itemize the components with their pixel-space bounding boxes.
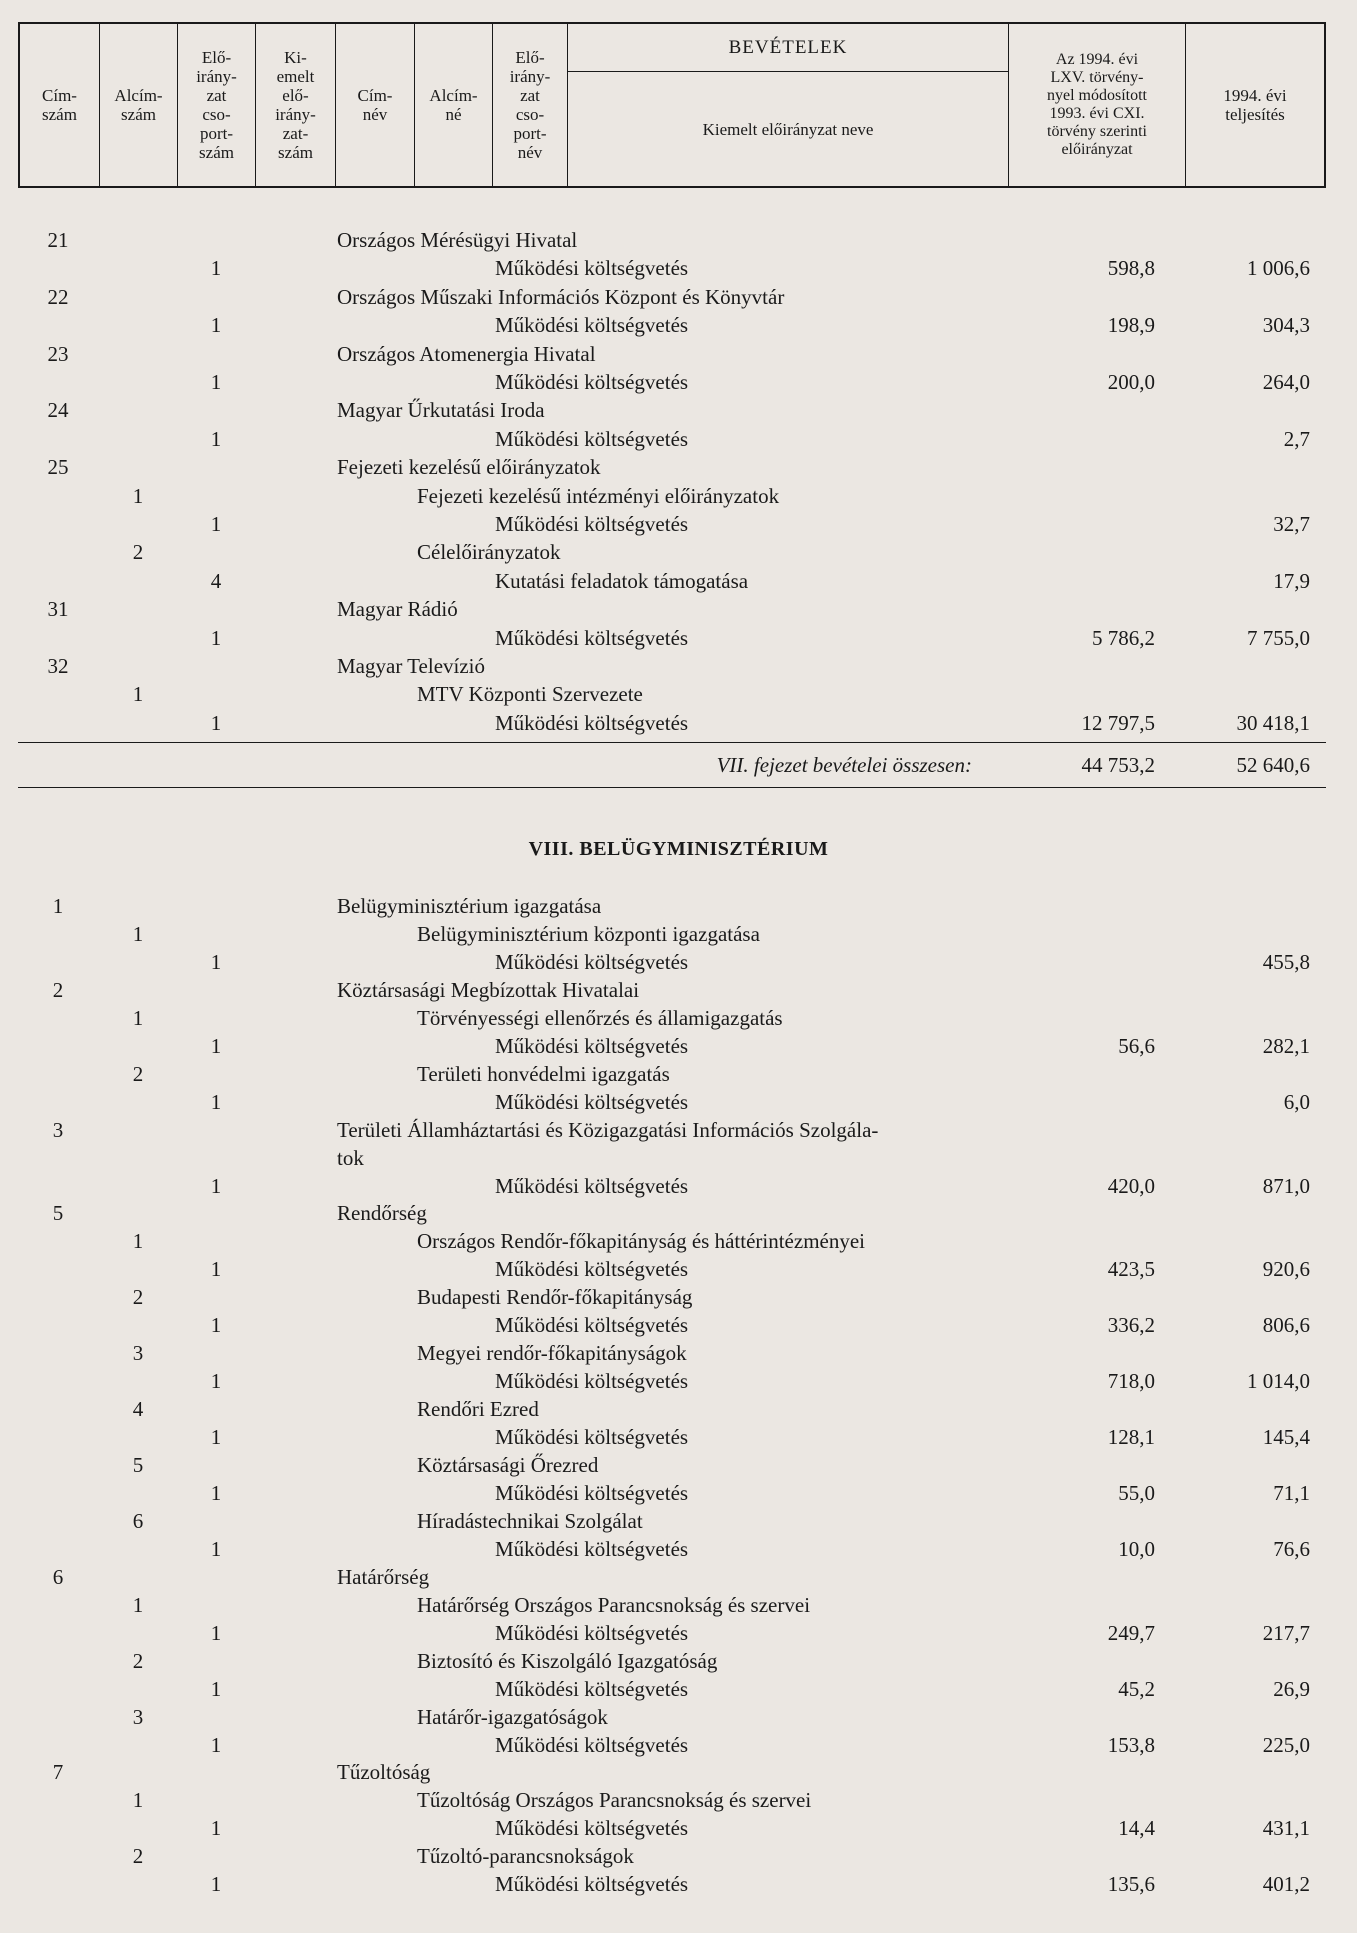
teljesites-value-cell: 431,1 bbox=[1262, 1816, 1310, 1841]
row-name-cell: Működési költségvetés bbox=[495, 1732, 689, 1757]
row-name-cell: Határőrség bbox=[337, 1564, 430, 1589]
row-name-cell: Magyar Rádió bbox=[337, 597, 458, 622]
row-name-cell: Működési költségvetés bbox=[495, 512, 689, 536]
table-row bbox=[0, 1227, 1357, 1255]
teljesites-value-cell: 76,6 bbox=[1273, 1536, 1310, 1561]
eloiranyzat-csoport-cell: 1 bbox=[210, 1816, 222, 1841]
eloiranyzat-csoport-cell: 1 bbox=[210, 426, 222, 451]
alcim-szam-cell: 1 bbox=[132, 1005, 144, 1030]
eloiranyzat-csoport-cell: 4 bbox=[210, 568, 222, 593]
table-row bbox=[0, 1591, 1357, 1619]
table-row bbox=[0, 1144, 1357, 1172]
cim-szam-cell: 22 bbox=[47, 284, 69, 309]
table-row bbox=[0, 1535, 1357, 1563]
table-row bbox=[0, 1814, 1357, 1842]
eloiranyzat-value-cell: 14,4 bbox=[1118, 1816, 1155, 1841]
row-name-cell: Rendőri Ezred bbox=[417, 1397, 539, 1422]
eloiranyzat-csoport-cell: 1 bbox=[210, 1425, 222, 1450]
table-row bbox=[0, 254, 1357, 282]
eloiranyzat-csoport-cell: 1 bbox=[210, 1676, 222, 1701]
eloiranyzat-csoport-cell: 1 bbox=[210, 710, 222, 735]
table-row bbox=[0, 1786, 1357, 1814]
cim-szam-cell: 24 bbox=[47, 398, 69, 423]
alcim-szam-cell: 1 bbox=[132, 682, 144, 707]
table-row bbox=[0, 1088, 1357, 1116]
row-name-cell: Működési költségvetés bbox=[495, 949, 689, 974]
teljesites-value-cell: 264,0 bbox=[1262, 370, 1310, 394]
row-name-cell: Törvényességi ellenőrzés és államigazgatás bbox=[417, 1005, 783, 1030]
row-name-cell: Országos Mérésügyi Hivatal bbox=[337, 228, 578, 252]
table-row bbox=[0, 948, 1357, 976]
row-name-cell: Magyar Televízió bbox=[337, 654, 486, 678]
cim-szam-cell: 1 bbox=[52, 894, 64, 918]
eloiranyzat-csoport-cell: 1 bbox=[210, 1872, 222, 1897]
alcim-szam-cell: 1 bbox=[132, 921, 144, 946]
row-name-cell: Működési költségvetés bbox=[495, 1872, 689, 1897]
teljesites-value-cell: 6,0 bbox=[1283, 1089, 1310, 1114]
table-row bbox=[0, 1647, 1357, 1675]
alcim-szam-cell: 1 bbox=[132, 1592, 144, 1617]
total-value-eloiranyzat: 44 753,2 bbox=[1081, 753, 1155, 777]
row-name-cell: Rendőrség bbox=[337, 1201, 427, 1226]
alcim-szam-cell: 2 bbox=[132, 1844, 144, 1869]
teljesites-value-cell: 30 418,1 bbox=[1236, 710, 1310, 735]
table-row bbox=[0, 1451, 1357, 1479]
alcim-szam-cell: 2 bbox=[132, 1061, 144, 1086]
table-row bbox=[0, 1703, 1357, 1731]
alcim-szam-cell: 6 bbox=[132, 1508, 144, 1533]
header-cim-nev: Cím- név bbox=[336, 24, 415, 186]
cim-szam-cell: 5 bbox=[52, 1201, 64, 1226]
eloiranyzat-value-cell: 153,8 bbox=[1107, 1732, 1155, 1757]
eloiranyzat-csoport-cell: 1 bbox=[210, 949, 222, 974]
total-row-vii bbox=[0, 751, 1357, 779]
table-header bbox=[18, 22, 1326, 188]
row-name-cell: Működési költségvetés bbox=[495, 1033, 689, 1058]
row-name-cell: Köztársasági Megbízottak Hivatalai bbox=[337, 977, 640, 1002]
row-name-cell: Területi honvédelmi igazgatás bbox=[417, 1061, 670, 1086]
table-row bbox=[0, 1842, 1357, 1870]
table-row bbox=[0, 624, 1357, 652]
alcim-szam-cell: 5 bbox=[132, 1453, 144, 1477]
cim-szam-cell: 3 bbox=[52, 1117, 64, 1142]
table-row bbox=[0, 1283, 1357, 1311]
alcim-szam-cell: 3 bbox=[132, 1341, 144, 1366]
row-name-cell: Működési költségvetés bbox=[495, 1676, 689, 1701]
eloiranyzat-csoport-cell: 1 bbox=[210, 1732, 222, 1757]
row-name-cell: Budapesti Rendőr-főkapitányság bbox=[417, 1285, 693, 1310]
eloiranyzat-value-cell: 420,0 bbox=[1107, 1173, 1155, 1198]
eloiranyzat-value-cell: 423,5 bbox=[1107, 1257, 1155, 1282]
table-row bbox=[0, 425, 1357, 453]
table-row bbox=[0, 340, 1357, 368]
eloiranyzat-value-cell: 718,0 bbox=[1107, 1369, 1155, 1394]
eloiranyzat-value-cell: 10,0 bbox=[1118, 1536, 1155, 1561]
row-name-cell: Működési költségvetés bbox=[495, 625, 689, 650]
row-name-cell: Tűzoltóság bbox=[337, 1760, 431, 1785]
table-row bbox=[0, 1619, 1357, 1647]
header-eloiranyzat-csoport-nev: Elő- irány- zat cso- port- név bbox=[493, 24, 568, 186]
table-row bbox=[0, 1032, 1357, 1060]
eloiranyzat-csoport-cell: 1 bbox=[210, 1369, 222, 1394]
alcim-szam-cell: 4 bbox=[132, 1397, 144, 1422]
header-teljesites-1994: 1994. évi teljesítés bbox=[1223, 86, 1287, 124]
eloiranyzat-value-cell: 198,9 bbox=[1107, 313, 1155, 338]
row-name-cell: Belügyminisztérium központi igazgatása bbox=[417, 921, 760, 946]
eloiranyzat-value-cell: 249,7 bbox=[1107, 1620, 1155, 1645]
cim-szam-cell: 6 bbox=[52, 1564, 64, 1589]
table-row bbox=[0, 567, 1357, 595]
row-name-cell: Működési költségvetés bbox=[495, 1425, 689, 1450]
teljesites-value-cell: 2,7 bbox=[1283, 426, 1310, 451]
row-name-cell: MTV Központi Szervezete bbox=[417, 682, 643, 707]
header-alcim-szam: Alcím- szám bbox=[100, 24, 178, 186]
eloiranyzat-value-cell: 128,1 bbox=[1107, 1425, 1155, 1450]
alcim-szam-cell: 3 bbox=[132, 1704, 144, 1729]
table-row bbox=[0, 892, 1357, 920]
eloiranyzat-csoport-cell: 1 bbox=[210, 1173, 222, 1198]
table-row bbox=[0, 1395, 1357, 1423]
teljesites-value-cell: 871,0 bbox=[1262, 1173, 1310, 1198]
eloiranyzat-csoport-cell: 1 bbox=[210, 625, 222, 650]
teljesites-value-cell: 217,7 bbox=[1262, 1620, 1310, 1645]
row-name-cell: Működési költségvetés bbox=[495, 1369, 689, 1394]
teljesites-value-cell: 26,9 bbox=[1273, 1676, 1310, 1701]
header-kiemelt-eloiranyzat-neve: Kiemelt előirányzat neve bbox=[702, 120, 874, 139]
table-row bbox=[0, 453, 1357, 481]
row-name-cell: Működési költségvetés bbox=[495, 710, 689, 735]
cim-szam-cell: 7 bbox=[52, 1760, 64, 1785]
eloiranyzat-value-cell: 55,0 bbox=[1118, 1480, 1155, 1505]
eloiranyzat-csoport-cell: 1 bbox=[210, 370, 222, 394]
eloiranyzat-value-cell: 598,8 bbox=[1107, 256, 1155, 281]
table-row bbox=[0, 709, 1357, 737]
row-name-cell: Országos Műszaki Információs Központ és Könyvtár bbox=[337, 284, 785, 309]
row-name-cell: Működési költségvetés bbox=[495, 1313, 689, 1338]
table-row bbox=[0, 652, 1357, 680]
table-row bbox=[0, 1563, 1357, 1591]
row-name-cell: Területi Államháztartási és Közigazgatási Információs Szolgála- bbox=[337, 1117, 879, 1142]
row-name-cell: Biztosító és Kiszolgáló Igazgatóság bbox=[417, 1648, 718, 1673]
table-row bbox=[0, 1116, 1357, 1144]
teljesites-value-cell: 1 014,0 bbox=[1247, 1369, 1310, 1394]
teljesites-value-cell: 282,1 bbox=[1262, 1033, 1310, 1058]
row-name-cell: Működési költségvetés bbox=[495, 1257, 689, 1282]
teljesites-value-cell: 304,3 bbox=[1262, 313, 1310, 338]
alcim-szam-cell: 2 bbox=[132, 1648, 144, 1673]
teljesites-value-cell: 145,4 bbox=[1262, 1425, 1310, 1450]
table-row bbox=[0, 1731, 1357, 1759]
total-value-teljesites: 52 640,6 bbox=[1236, 753, 1310, 777]
row-name-cell: Országos Atomenergia Hivatal bbox=[337, 341, 596, 366]
total-rule-bottom bbox=[18, 787, 1326, 788]
eloiranyzat-value-cell: 12 797,5 bbox=[1081, 710, 1155, 735]
row-name-cell: Működési költségvetés bbox=[495, 1536, 689, 1561]
header-kiemelt-eloiranyzat-szam: Ki- emelt elő- irány- zat- szám bbox=[256, 24, 336, 186]
alcim-szam-cell: 1 bbox=[132, 483, 144, 508]
eloiranyzat-value-cell: 336,2 bbox=[1107, 1313, 1155, 1338]
eloiranyzat-value-cell: 5 786,2 bbox=[1092, 625, 1155, 650]
row-name-cell: Működési költségvetés bbox=[495, 313, 689, 338]
row-name-cell: Működési költségvetés bbox=[495, 1173, 689, 1198]
teljesites-value-cell: 455,8 bbox=[1262, 949, 1310, 974]
table-row bbox=[0, 1367, 1357, 1395]
eloiranyzat-value-cell: 135,6 bbox=[1107, 1872, 1155, 1897]
table-row bbox=[0, 1311, 1357, 1339]
header-cim-szam: Cím- szám bbox=[20, 24, 100, 186]
eloiranyzat-value-cell: 45,2 bbox=[1118, 1676, 1155, 1701]
row-name-cell: Kutatási feladatok támogatása bbox=[495, 568, 749, 593]
eloiranyzat-csoport-cell: 1 bbox=[210, 1089, 222, 1114]
row-name-cell: Működési költségvetés bbox=[495, 256, 689, 281]
row-name-cell: Magyar Űrkutatási Iroda bbox=[337, 398, 545, 423]
cim-szam-cell: 25 bbox=[47, 455, 69, 480]
teljesites-value-cell: 1 006,6 bbox=[1247, 256, 1310, 281]
table-row bbox=[0, 1004, 1357, 1032]
table-row bbox=[0, 920, 1357, 948]
table-row bbox=[0, 510, 1357, 538]
table-row bbox=[0, 538, 1357, 566]
eloiranyzat-csoport-cell: 1 bbox=[210, 1620, 222, 1645]
cim-szam-cell: 32 bbox=[47, 654, 69, 678]
eloiranyzat-csoport-cell: 1 bbox=[210, 1257, 222, 1282]
table-row bbox=[0, 680, 1357, 708]
eloiranyzat-csoport-cell: 1 bbox=[210, 1033, 222, 1058]
row-name-cell: Működési költségvetés bbox=[495, 426, 689, 451]
row-name-cell: Működési költségvetés bbox=[495, 1816, 689, 1841]
row-name-cell: Célelőirányzatok bbox=[417, 540, 561, 565]
row-name-cell: Működési költségvetés bbox=[495, 1620, 689, 1645]
header-bevetelek: BEVÉTELEK bbox=[568, 24, 1008, 72]
table-row bbox=[0, 311, 1357, 339]
table-row bbox=[0, 368, 1357, 396]
table-row bbox=[0, 1423, 1357, 1451]
row-name-cell: Híradástechnikai Szolgálat bbox=[417, 1508, 643, 1533]
eloiranyzat-csoport-cell: 1 bbox=[210, 313, 222, 338]
table-row bbox=[0, 226, 1357, 254]
alcim-szam-cell: 2 bbox=[132, 1285, 144, 1310]
table-row bbox=[0, 1060, 1357, 1088]
table-row bbox=[0, 1339, 1357, 1367]
row-name-cell: Határőr-igazgatóságok bbox=[417, 1704, 608, 1729]
row-name-cell: Működési költségvetés bbox=[495, 370, 689, 394]
table-row bbox=[0, 482, 1357, 510]
table-row bbox=[0, 595, 1357, 623]
row-name-cell: Belügyminisztérium igazgatása bbox=[337, 894, 602, 918]
table-row bbox=[0, 1507, 1357, 1535]
total-label: VII. fejezet bevételei összesen: bbox=[716, 753, 972, 777]
table-row bbox=[0, 1870, 1357, 1898]
table-row bbox=[0, 1675, 1357, 1703]
teljesites-value-cell: 401,2 bbox=[1262, 1872, 1310, 1897]
teljesites-value-cell: 32,7 bbox=[1273, 512, 1310, 536]
alcim-szam-cell: 1 bbox=[132, 1229, 144, 1254]
teljesites-value-cell: 225,0 bbox=[1262, 1732, 1310, 1757]
table-row bbox=[0, 1255, 1357, 1283]
alcim-szam-cell: 1 bbox=[132, 1788, 144, 1813]
eloiranyzat-csoport-cell: 1 bbox=[210, 256, 222, 281]
row-name-cell: Tűzoltó-parancsnokságok bbox=[417, 1844, 634, 1869]
table-row bbox=[0, 1479, 1357, 1507]
eloiranyzat-csoport-cell: 1 bbox=[210, 512, 222, 536]
teljesites-value-cell: 7 755,0 bbox=[1247, 625, 1310, 650]
table-row bbox=[0, 283, 1357, 311]
teljesites-value-cell: 806,6 bbox=[1262, 1313, 1310, 1338]
row-name-cell: Országos Rendőr-főkapitányság és háttérintézményei bbox=[417, 1229, 866, 1254]
row-name-cell: Működési költségvetés bbox=[495, 1089, 689, 1114]
table-row bbox=[0, 976, 1357, 1004]
table-row bbox=[0, 1199, 1357, 1227]
total-rule-top bbox=[18, 742, 1326, 743]
row-name-cell: Megyei rendőr-főkapitányságok bbox=[417, 1341, 687, 1366]
header-alcim-nev: Alcím- né bbox=[415, 24, 493, 186]
row-name-cell: tok bbox=[337, 1145, 364, 1170]
header-eloiranyzat-1994: Az 1994. évi LXV. törvény- nyel módosított 1993. évi CXI. törvény szerinti előirányzat bbox=[1008, 24, 1186, 186]
row-name-cell: Fejezeti kezelésű intézményi előirányzatok bbox=[417, 483, 780, 508]
eloiranyzat-value-cell: 56,6 bbox=[1118, 1033, 1155, 1058]
eloiranyzat-csoport-cell: 1 bbox=[210, 1313, 222, 1338]
row-name-cell: Határőrség Országos Parancsnokság és szervei bbox=[417, 1592, 811, 1617]
teljesites-value-cell: 920,6 bbox=[1262, 1257, 1310, 1282]
teljesites-value-cell: 71,1 bbox=[1273, 1480, 1310, 1505]
cim-szam-cell: 2 bbox=[52, 977, 64, 1002]
row-name-cell: Köztársasági Őrezred bbox=[417, 1453, 599, 1477]
teljesites-value-cell: 17,9 bbox=[1273, 568, 1310, 593]
row-name-cell: Működési költségvetés bbox=[495, 1480, 689, 1505]
table-row bbox=[0, 396, 1357, 424]
cim-szam-cell: 23 bbox=[47, 341, 69, 366]
header-eloiranyzat-csoport-szam: Elő- irány- zat cso- port- szám bbox=[178, 24, 256, 186]
eloiranyzat-csoport-cell: 1 bbox=[210, 1480, 222, 1505]
cim-szam-cell: 31 bbox=[47, 597, 69, 622]
row-name-cell: Tűzoltóság Országos Parancsnokság és szervei bbox=[417, 1788, 812, 1813]
table-row bbox=[0, 1172, 1357, 1200]
alcim-szam-cell: 2 bbox=[132, 540, 144, 565]
table-row bbox=[0, 1758, 1357, 1786]
eloiranyzat-csoport-cell: 1 bbox=[210, 1536, 222, 1561]
row-name-cell: Fejezeti kezelésű előirányzatok bbox=[337, 455, 601, 480]
eloiranyzat-value-cell: 200,0 bbox=[1107, 370, 1155, 394]
section-title-viii: VIII. BELÜGYMINISZTÉRIUM bbox=[528, 838, 829, 860]
cim-szam-cell: 21 bbox=[47, 228, 69, 252]
